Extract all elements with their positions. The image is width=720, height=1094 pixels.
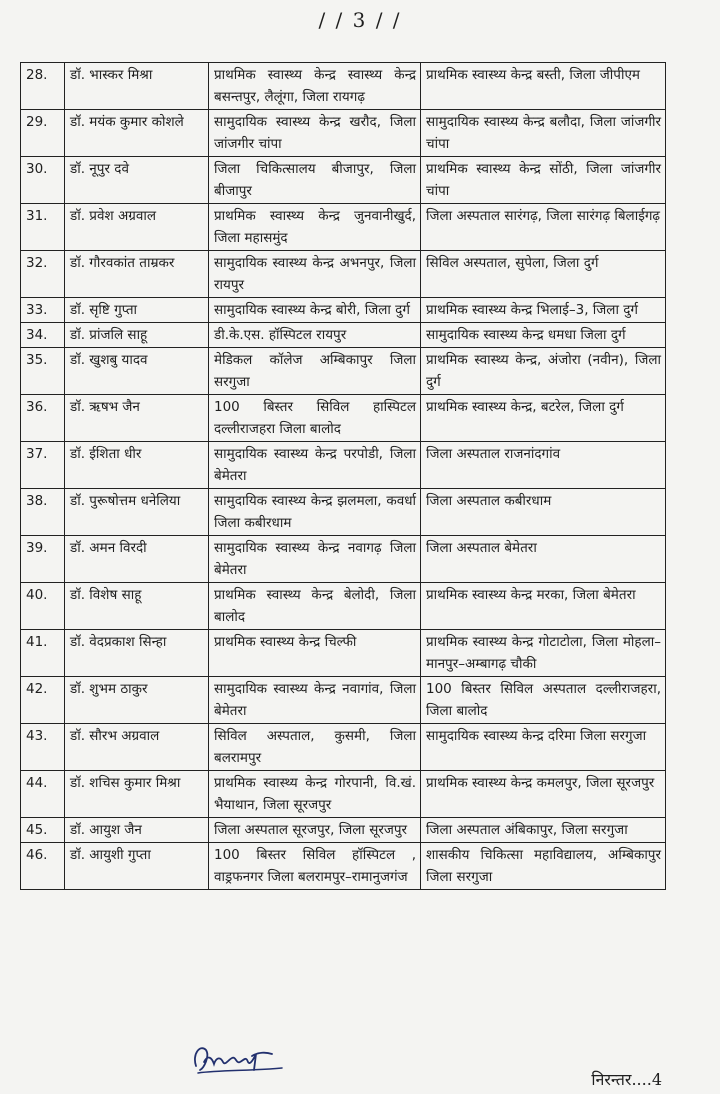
table-row [21,536,666,583]
new-posting-cell: जिला अस्पताल बेमेतरा [421,536,666,583]
table-row [21,583,666,630]
table-row [21,110,666,157]
table-row [21,843,666,890]
current-posting-cell: मेडिकल कॉलेज अम्बिकापुर जिला सरगुजा [209,348,421,395]
doctor-name-cell: डॉ. शुभम ठाकुर [65,677,209,724]
table-row [21,489,666,536]
new-posting-cell: 100 बिस्तर सिविल अस्पताल दल्लीराजहरा, जिला बालोद [421,677,666,724]
serial-number-cell: 36. [21,395,65,442]
serial-number-cell: 43. [21,724,65,771]
doctor-name-cell: डॉ. नूपुर दवे [65,157,209,204]
new-posting-cell: जिला अस्पताल अंबिकापुर, जिला सरगुजा [421,818,666,843]
table-row [21,323,666,348]
table-row [21,395,666,442]
table-row [21,298,666,323]
new-posting-cell: जिला अस्पताल सारंगढ़, जिला सारंगढ़ बिलाईगढ़ [421,204,666,251]
serial-number-cell: 42. [21,677,65,724]
serial-number-cell: 38. [21,489,65,536]
new-posting-cell: सामुदायिक स्वास्थ्य केन्द्र बलौदा, जिला जांजगीर चांपा [421,110,666,157]
new-posting-cell: शासकीय चिकित्सा महाविद्यालय, अम्बिकापुर जिला सरगुजा [421,843,666,890]
serial-number-cell: 46. [21,843,65,890]
doctor-name-cell: डॉ. गौरवकांत ताम्रकर [65,251,209,298]
doctor-name-cell: डॉ. पुरूषोत्तम धनेलिया [65,489,209,536]
current-posting-cell: सामुदायिक स्वास्थ्य केन्द्र परपोडी, जिला बेमेतरा [209,442,421,489]
new-posting-cell: प्राथमिक स्वास्थ्य केन्द्र भिलाई–3, जिला दुर्ग [421,298,666,323]
current-posting-cell: सामुदायिक स्वास्थ्य केन्द्र नवागढ़ जिला बेमेतरा [209,536,421,583]
doctor-name-cell: डॉ. शचिस कुमार मिश्रा [65,771,209,818]
current-posting-cell: सामुदायिक स्वास्थ्य केन्द्र बोरी, जिला दुर्ग [209,298,421,323]
current-posting-cell: प्राथमिक स्वास्थ्य केन्द्र जुनवानीखुर्द, जिला महासमुंद [209,204,421,251]
doctor-name-cell: डॉ. भास्कर मिश्रा [65,63,209,110]
serial-number-cell: 34. [21,323,65,348]
serial-number-cell: 32. [21,251,65,298]
serial-number-cell: 31. [21,204,65,251]
new-posting-cell: प्राथमिक स्वास्थ्य केन्द्र मरका, जिला बेमेतरा [421,583,666,630]
new-posting-cell: जिला अस्पताल कबीरधाम [421,489,666,536]
table-row [21,63,666,110]
doctor-name-cell: डॉ. आयुशी गुप्ता [65,843,209,890]
table-row [21,818,666,843]
doctor-name-cell: डॉ. ऋषभ जैन [65,395,209,442]
doctor-name-cell: डॉ. अमन विरदी [65,536,209,583]
doctor-name-cell: डॉ. सृष्टि गुप्ता [65,298,209,323]
serial-number-cell: 40. [21,583,65,630]
transfer-table [20,62,666,890]
current-posting-cell: सिविल अस्पताल, कुसमी, जिला बलरामपुर [209,724,421,771]
current-posting-cell: प्राथमिक स्वास्थ्य केन्द्र बेलोदी, जिला बालोद [209,583,421,630]
new-posting-cell: प्राथमिक स्वास्थ्य केन्द्र कमलपुर, जिला सूरजपुर [421,771,666,818]
doctor-name-cell: डॉ. प्रवेश अग्रवाल [65,204,209,251]
table-row [21,157,666,204]
signature-icon [190,1040,285,1076]
current-posting-cell: प्राथमिक स्वास्थ्य केन्द्र चिल्फी [209,630,421,677]
new-posting-cell: प्राथमिक स्वास्थ्य केन्द्र बस्ती, जिला जीपीएम [421,63,666,110]
serial-number-cell: 44. [21,771,65,818]
doctor-name-cell: डॉ. वेदप्रकाश सिन्हा [65,630,209,677]
serial-number-cell: 45. [21,818,65,843]
table-row [21,442,666,489]
current-posting-cell: सामुदायिक स्वास्थ्य केन्द्र अभनपुर, जिला रायपुर [209,251,421,298]
new-posting-cell: जिला अस्पताल राजनांदगांव [421,442,666,489]
current-posting-cell: प्राथमिक स्वास्थ्य केन्द्र गोरपानी, वि.खं. भैयाथान, जिला सूरजपुर [209,771,421,818]
doctor-name-cell: डॉ. खुशबु यादव [65,348,209,395]
current-posting-cell: प्राथमिक स्वास्थ्य केन्द्र स्वास्थ्य केन्द्र बसन्तपुर, लैलूंगा, जिला रायगढ़ [209,63,421,110]
current-posting-cell: सामुदायिक स्वास्थ्य केन्द्र खरौद, जिला जांजगीर चांपा [209,110,421,157]
new-posting-cell: प्राथमिक स्वास्थ्य केन्द्र, अंजोरा (नवीन), जिला दुर्ग [421,348,666,395]
doctor-name-cell: डॉ. सौरभ अग्रवाल [65,724,209,771]
new-posting-cell: सामुदायिक स्वास्थ्य केन्द्र धमधा जिला दुर्ग [421,323,666,348]
table-row [21,204,666,251]
doctor-name-cell: डॉ. विशेष साहू [65,583,209,630]
serial-number-cell: 35. [21,348,65,395]
current-posting-cell: 100 बिस्तर सिविल हास्पिटल दल्लीराजहरा जिला बालोद [209,395,421,442]
table-row [21,724,666,771]
transfer-table-body [21,63,666,890]
table-row [21,677,666,724]
new-posting-cell: सामुदायिक स्वास्थ्य केन्द्र दरिमा जिला सरगुजा [421,724,666,771]
new-posting-cell: सिविल अस्पताल, सुपेला, जिला दुर्ग [421,251,666,298]
doctor-name-cell: डॉ. मयंक कुमार कोशले [65,110,209,157]
serial-number-cell: 39. [21,536,65,583]
new-posting-cell: प्राथमिक स्वास्थ्य केन्द्र, बटरेल, जिला दुर्ग [421,395,666,442]
current-posting-cell: जिला चिकित्सालय बीजापुर, जिला बीजापुर [209,157,421,204]
continued-label: निरन्तर....4 [591,1070,662,1089]
new-posting-cell: प्राथमिक स्वास्थ्य केन्द्र सोंठी, जिला जांजगीर चांपा [421,157,666,204]
table-row [21,251,666,298]
serial-number-cell: 30. [21,157,65,204]
doctor-name-cell: डॉ. ईशिता धीर [65,442,209,489]
current-posting-cell: 100 बिस्तर सिविल हॉस्पिटल , वाड्रफनगर जिला बलरामपुर–रामानुजगंज [209,843,421,890]
table-row [21,348,666,395]
serial-number-cell: 28. [21,63,65,110]
serial-number-cell: 29. [21,110,65,157]
doctor-name-cell: डॉ. आयुश जैन [65,818,209,843]
current-posting-cell: डी.के.एस. हॉस्पिटल रायपुर [209,323,421,348]
doctor-name-cell: डॉ. प्रांजलि साहू [65,323,209,348]
table-row [21,630,666,677]
current-posting-cell: जिला अस्पताल सूरजपुर, जिला सूरजपुर [209,818,421,843]
serial-number-cell: 33. [21,298,65,323]
serial-number-cell: 41. [21,630,65,677]
new-posting-cell: प्राथमिक स्वास्थ्य केन्द्र गोटाटोला, जिला मोहला–मानपुर–अम्बागढ़ चौकी [421,630,666,677]
table-row [21,771,666,818]
page-number: / / 3 / / [318,8,402,32]
current-posting-cell: सामुदायिक स्वास्थ्य केन्द्र नवागांव, जिला बेमेतरा [209,677,421,724]
current-posting-cell: सामुदायिक स्वास्थ्य केन्द्र झलमला, कवर्धा जिला कबीरधाम [209,489,421,536]
serial-number-cell: 37. [21,442,65,489]
